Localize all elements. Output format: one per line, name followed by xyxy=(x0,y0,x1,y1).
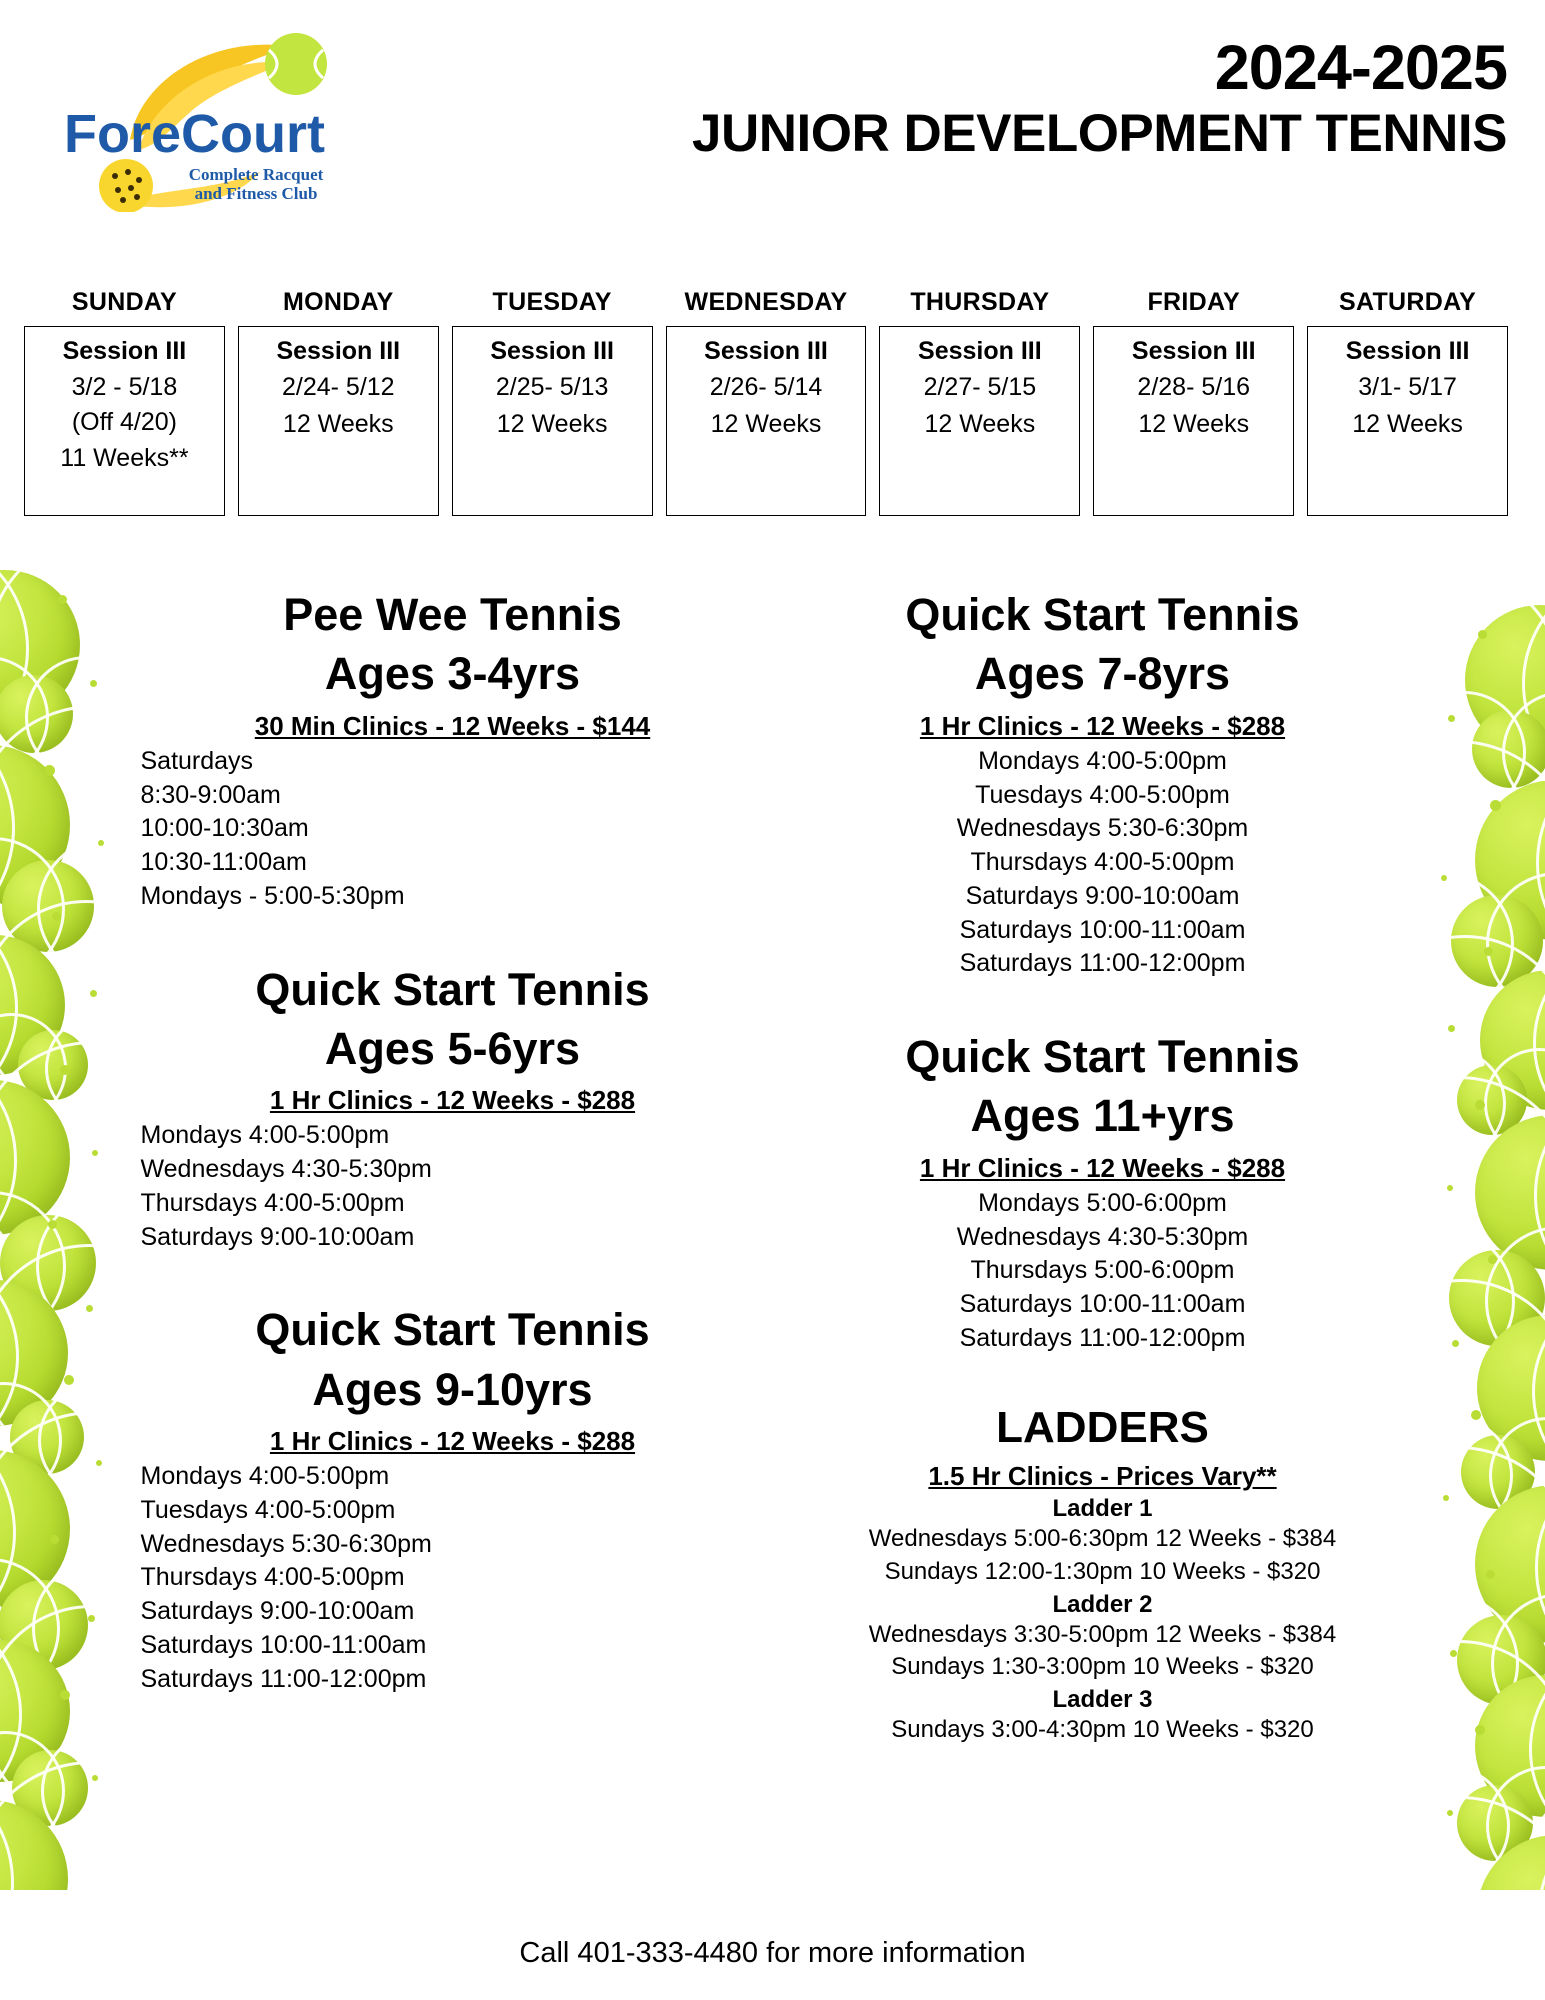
calendar-session-dates: 2/24- 5/12 xyxy=(281,372,395,401)
ladders-title: LADDERS xyxy=(996,1402,1209,1452)
page-header xyxy=(0,0,1545,230)
ladder-group xyxy=(783,1591,1423,1684)
calendar-session-label: Session III xyxy=(1345,337,1470,365)
title-year: 2024-2025 xyxy=(1214,33,1507,103)
program-schedule-line: 10:00-10:30am xyxy=(140,814,309,843)
calendar-session-dates: 3/1- 5/17 xyxy=(1358,372,1457,401)
calendar-session-box xyxy=(1307,326,1508,516)
program-title: Quick Start Tennis xyxy=(255,1304,650,1356)
calendar-session-label: Session III xyxy=(918,337,1042,365)
program-schedule-line: Mondays 4:00-5:00pm xyxy=(140,1121,390,1150)
calendar-day-header: MONDAY xyxy=(282,288,394,316)
program-price-line: 1 Hr Clinics - 12 Weeks - $288 xyxy=(269,1426,636,1457)
program-schedule-line: Wednesdays 4:30-5:30pm xyxy=(956,1222,1249,1251)
program-age-range: Ages 11+yrs xyxy=(970,1090,1235,1142)
tennis-ball-decoration xyxy=(1477,1835,1545,1890)
calendar-session-weeks: 12 Weeks xyxy=(1138,410,1250,438)
program-price-line: 1 Hr Clinics - 12 Weeks - $288 xyxy=(919,1152,1286,1183)
calendar-session-weeks: 12 Weeks xyxy=(282,410,394,438)
calendar-session-weeks: 12 Weeks xyxy=(710,410,822,438)
calendar-day-header: TUESDAY xyxy=(492,288,612,316)
program-block xyxy=(783,585,1423,981)
calendar-column xyxy=(666,288,867,516)
program-block xyxy=(133,1300,773,1696)
calendar-session-dates: 2/26- 5/14 xyxy=(709,372,823,401)
program-schedule-line: Mondays 4:00-5:00pm xyxy=(140,1462,390,1491)
calendar-day-header: SATURDAY xyxy=(1339,288,1477,316)
program-block xyxy=(783,1027,1423,1356)
calendar-session-box xyxy=(452,326,653,516)
calendar-session-label: Session III xyxy=(276,337,401,365)
ladder-schedule-line: Wednesdays 5:00-6:30pm 12 Weeks - $384 xyxy=(868,1525,1337,1553)
program-schedule-line: Saturdays 9:00-10:00am xyxy=(140,1222,415,1251)
calendar-column xyxy=(24,288,225,516)
calendar-session-weeks: 12 Weeks xyxy=(924,410,1036,438)
calendar-session-label: Session III xyxy=(704,337,828,365)
program-price-line: 1 Hr Clinics - 12 Weeks - $288 xyxy=(919,710,1286,741)
ladder-schedule-line: Wednesdays 3:30-5:00pm 12 Weeks - $384 xyxy=(868,1620,1337,1648)
program-price-line: 30 Min Clinics - 12 Weeks - $144 xyxy=(254,710,651,741)
footer-contact: Call 401-333-4480 for more information xyxy=(519,1937,1026,1969)
page-title xyxy=(692,33,1507,164)
program-schedule-line: Tuesdays 4:00-5:00pm xyxy=(140,1495,396,1524)
programs-column-right xyxy=(773,585,1423,1792)
program-price-line: 1 Hr Clinics - 12 Weeks - $288 xyxy=(269,1085,636,1116)
ladder-name: Ladder 3 xyxy=(1052,1685,1153,1713)
programs-column-left xyxy=(123,585,773,1792)
program-schedule-line: Saturdays 10:00-11:00am xyxy=(959,915,1246,944)
program-schedule-line: Saturdays 9:00-10:00am xyxy=(140,1597,415,1626)
calendar-day-header: THURSDAY xyxy=(910,288,1050,316)
program-schedule-line: Saturdays 11:00-12:00pm xyxy=(959,949,1246,978)
logo-wordmark: ForeCourt xyxy=(64,104,325,164)
title-main: JUNIOR DEVELOPMENT TENNIS xyxy=(692,104,1507,164)
program-block xyxy=(133,585,773,914)
program-schedule-line: Saturdays 10:00-11:00am xyxy=(140,1630,427,1659)
calendar-session-dates: 2/27- 5/15 xyxy=(923,372,1037,401)
calendar-session-box xyxy=(1093,326,1294,516)
logo-tagline-line2: and Fitness Club xyxy=(194,184,318,203)
calendar-session-weeks: 12 Weeks xyxy=(1352,410,1463,438)
calendar-session-label: Session III xyxy=(62,337,187,365)
calendar-session-label: Session III xyxy=(1131,337,1256,365)
calendar-session-box xyxy=(879,326,1080,516)
program-schedule-line: Mondays 4:00-5:00pm xyxy=(978,746,1227,775)
forecourt-logo xyxy=(60,22,380,212)
program-block xyxy=(133,960,773,1255)
ladder-schedule-line: Sundays 12:00-1:30pm 10 Weeks - $320 xyxy=(884,1557,1321,1585)
session-calendar-table xyxy=(24,288,1508,516)
program-schedule-line: 8:30-9:00am xyxy=(140,780,281,809)
calendar-session-box xyxy=(666,326,867,516)
logo-tagline-line1: Complete Racquet xyxy=(188,165,324,184)
calendar-session-dates: 2/28- 5/16 xyxy=(1137,372,1251,401)
calendar-day-header: FRIDAY xyxy=(1147,288,1240,316)
program-age-range: Ages 7-8yrs xyxy=(974,648,1231,700)
calendar-session-weeks: 12 Weeks xyxy=(496,410,608,438)
calendar-session-box xyxy=(24,326,225,516)
tennis-ball-dot-decoration xyxy=(1447,1810,1453,1816)
calendar-column xyxy=(1093,288,1294,516)
program-schedule-line: Thursdays 4:00-5:00pm xyxy=(970,848,1235,877)
program-age-range: Ages 5-6yrs xyxy=(324,1022,581,1074)
ladder-name: Ladder 2 xyxy=(1052,1590,1153,1618)
ladder-schedule-line: Sundays 3:00-4:30pm 10 Weeks - $320 xyxy=(891,1715,1314,1743)
program-schedule-line: Saturdays 10:00-11:00am xyxy=(959,1290,1246,1319)
calendar-session-label: Session III xyxy=(490,337,614,365)
program-schedule-line: Wednesdays 5:30-6:30pm xyxy=(956,814,1249,843)
program-title: Quick Start Tennis xyxy=(905,589,1300,640)
program-schedule-line: Mondays - 5:00-5:30pm xyxy=(140,881,405,910)
ladders-block xyxy=(783,1402,1423,1747)
calendar-day-header: WEDNESDAY xyxy=(684,288,848,316)
program-schedule-line: Saturdays xyxy=(140,746,254,775)
calendar-column xyxy=(879,288,1080,516)
programs-content xyxy=(0,585,1545,1792)
calendar-session-weeks: 11 Weeks** xyxy=(60,443,189,472)
program-age-range: Ages 9-10yrs xyxy=(312,1363,593,1415)
calendar-column xyxy=(1307,288,1508,516)
tennis-ball-decoration xyxy=(0,1800,68,1890)
calendar-day-header: SUNDAY xyxy=(71,288,177,316)
program-schedule-line: Saturdays 11:00-12:00pm xyxy=(140,1664,427,1693)
ladder-group xyxy=(783,1495,1423,1588)
ladder-name: Ladder 1 xyxy=(1052,1495,1153,1523)
program-schedule-line: Saturdays 11:00-12:00pm xyxy=(959,1323,1246,1352)
calendar-session-note: (Off 4/20) xyxy=(71,408,177,436)
program-age-range: Ages 3-4yrs xyxy=(324,648,581,700)
program-schedule-line: Saturdays 9:00-10:00am xyxy=(965,881,1240,910)
program-schedule-line: Thursdays 4:00-5:00pm xyxy=(140,1563,405,1592)
program-title: Pee Wee Tennis xyxy=(283,589,622,640)
program-title: Quick Start Tennis xyxy=(905,1031,1300,1083)
program-schedule-line: Wednesdays 4:30-5:30pm xyxy=(140,1155,432,1184)
calendar-column xyxy=(238,288,439,516)
calendar-session-dates: 3/2 - 5/18 xyxy=(71,372,178,401)
ladder-schedule-line: Sundays 1:30-3:00pm 10 Weeks - $320 xyxy=(891,1653,1314,1681)
ladders-price-line: 1.5 Hr Clinics - Prices Vary** xyxy=(928,1461,1277,1492)
program-schedule-line: Thursdays 4:00-5:00pm xyxy=(140,1188,405,1217)
calendar-session-box xyxy=(238,326,439,516)
program-schedule-line: 10:30-11:00am xyxy=(140,848,307,877)
program-schedule-line: Wednesdays 5:30-6:30pm xyxy=(140,1529,432,1558)
program-title: Quick Start Tennis xyxy=(255,963,650,1015)
program-schedule-line: Mondays 5:00-6:00pm xyxy=(978,1188,1227,1217)
program-schedule-line: Tuesdays 4:00-5:00pm xyxy=(975,780,1230,809)
ladder-group xyxy=(783,1686,1423,1747)
tennis-ball-decoration xyxy=(1457,1785,1533,1861)
calendar-session-dates: 2/25- 5/13 xyxy=(495,372,609,401)
program-schedule-line: Thursdays 5:00-6:00pm xyxy=(970,1256,1235,1285)
calendar-column xyxy=(452,288,653,516)
